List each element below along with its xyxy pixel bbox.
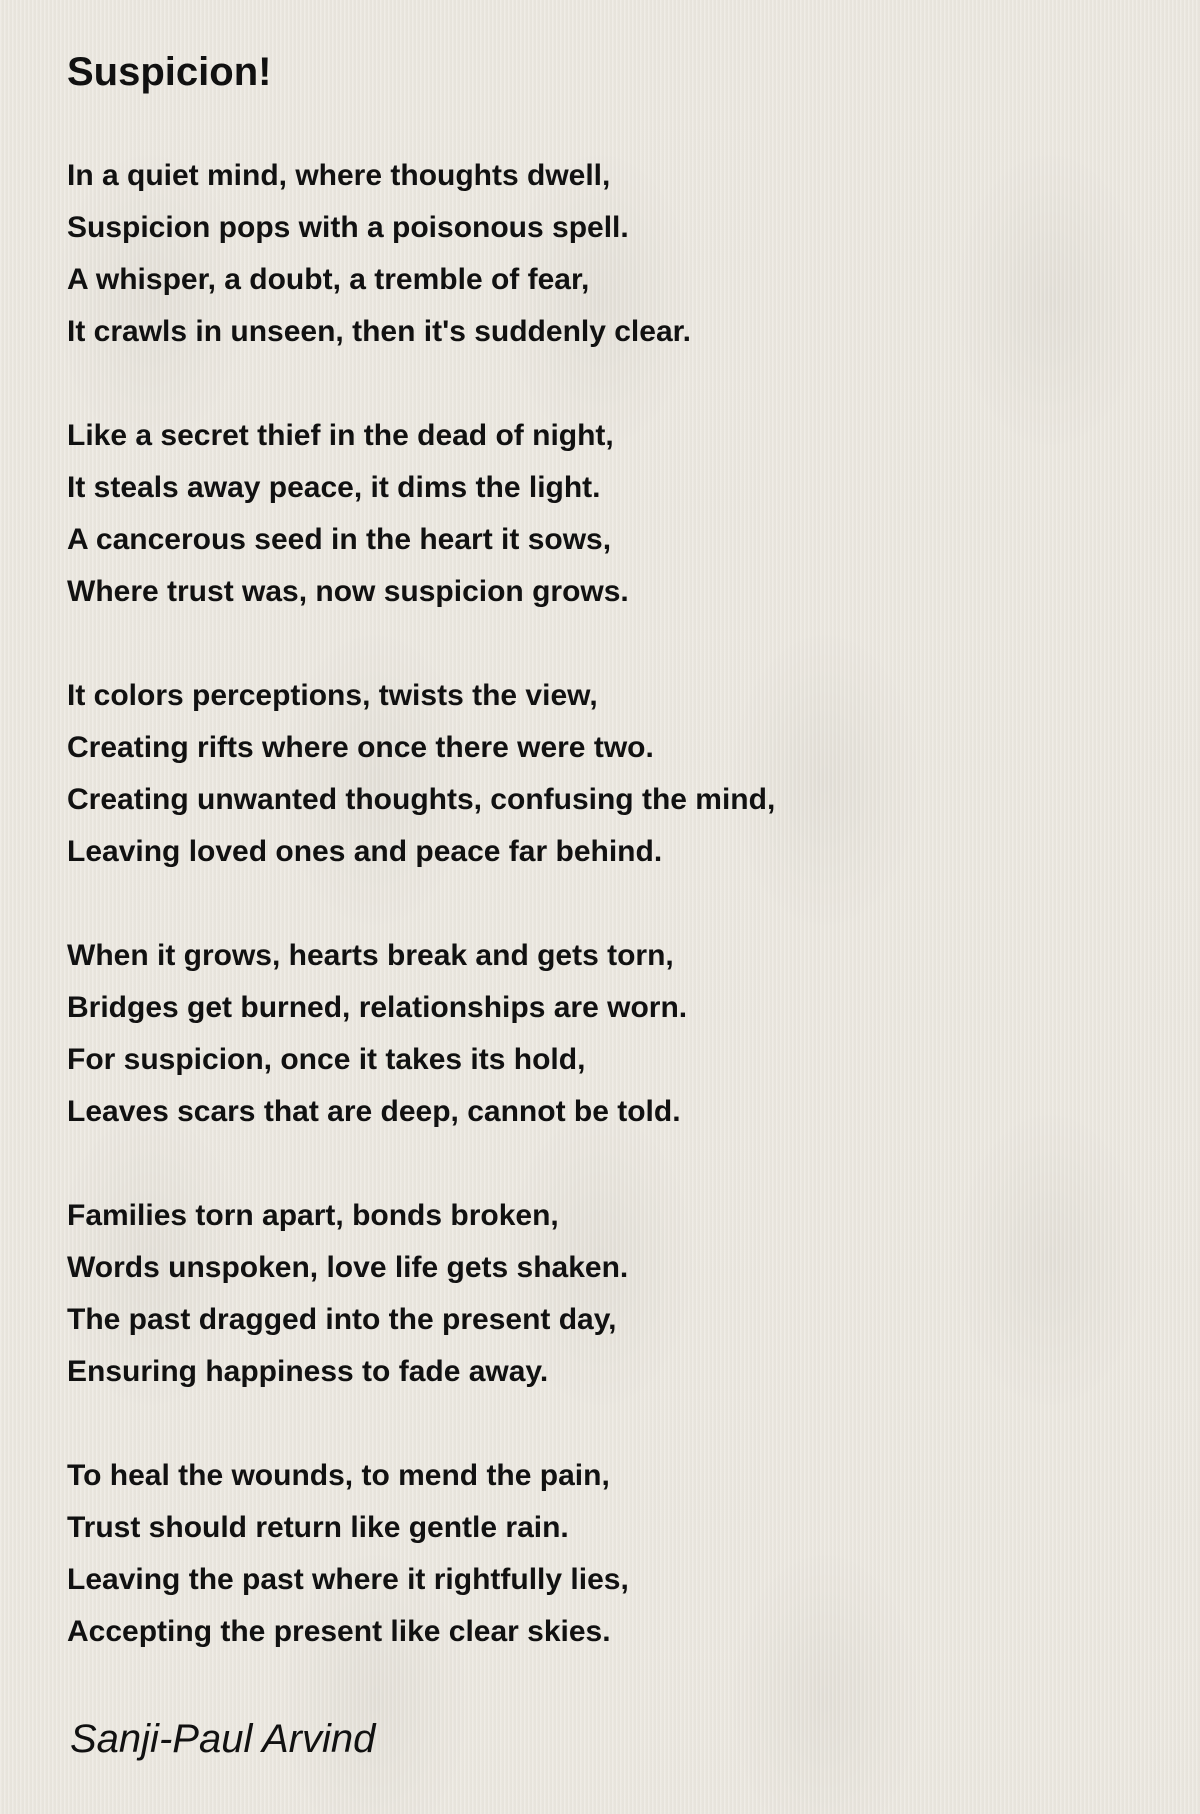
poem-line: Leaving the past where it rightfully lies, <box>67 1563 629 1596</box>
poem-line: Like a secret thief in the dead of night, <box>67 419 614 452</box>
poem-line: It steals away peace, it dims the light. <box>67 471 601 504</box>
poem-line: Leaving loved ones and peace far behind. <box>67 835 663 868</box>
poem-line: A cancerous seed in the heart it sows, <box>67 523 612 556</box>
poem-line: Accepting the present like clear skies. <box>67 1615 611 1648</box>
poem-line: Words unspoken, love life gets shaken. <box>67 1251 629 1284</box>
poem-line: It colors perceptions, twists the view, <box>67 679 598 712</box>
stanza-2 <box>67 410 1147 618</box>
poem-line: In a quiet mind, where thoughts dwell, <box>67 159 611 192</box>
poem-line: Bridges get burned, relationships are worn. <box>67 991 688 1024</box>
poem-body <box>67 150 1147 1658</box>
poem-line: When it grows, hearts break and gets torn, <box>67 939 674 972</box>
poem-line: Ensuring happiness to fade away. <box>67 1355 549 1388</box>
poem-line: Where trust was, now suspicion grows. <box>67 575 629 608</box>
stanza-1 <box>67 150 1147 358</box>
poem-line: Creating unwanted thoughts, confusing the mind, <box>67 783 776 816</box>
stanza-5 <box>67 1190 1147 1398</box>
poem-title: Suspicion! <box>67 50 272 94</box>
stanza-4 <box>67 930 1147 1138</box>
poem-line: To heal the wounds, to mend the pain, <box>67 1459 610 1492</box>
poem-line: It crawls in unseen, then it's suddenly clear. <box>67 315 691 348</box>
poem-line: Trust should return like gentle rain. <box>67 1511 569 1544</box>
poem-author: Sanji-Paul Arvind <box>70 1717 376 1761</box>
poem-line: Leaves scars that are deep, cannot be told. <box>67 1095 681 1128</box>
poem-line: A whisper, a doubt, a tremble of fear, <box>67 263 590 296</box>
stanza-6 <box>67 1450 1147 1658</box>
stanza-3 <box>67 670 1147 878</box>
poem-line: Creating rifts where once there were two. <box>67 731 654 764</box>
poem-line: Suspicion pops with a poisonous spell. <box>67 211 629 244</box>
poem-line: The past dragged into the present day, <box>67 1303 617 1336</box>
poem-line: For suspicion, once it takes its hold, <box>67 1043 586 1076</box>
poem-line: Families torn apart, bonds broken, <box>67 1199 559 1232</box>
